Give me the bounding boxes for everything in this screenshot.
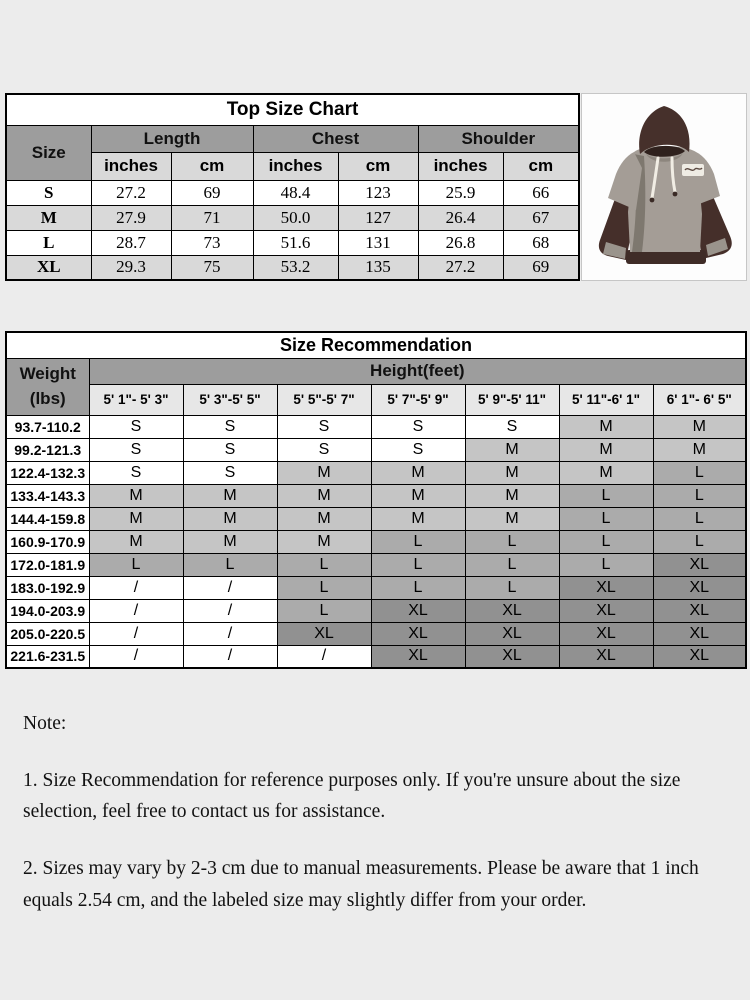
recommended-size-cell: L — [653, 530, 746, 553]
measurement-value: 27.2 — [91, 180, 171, 205]
measurement-value: 29.3 — [91, 255, 171, 280]
measurement-value: 50.0 — [253, 205, 338, 230]
top-chart-row — [6, 230, 579, 255]
measurement-value: 25.9 — [418, 180, 503, 205]
measurement-value: 48.4 — [253, 180, 338, 205]
measure-group-header: Chest — [253, 125, 418, 152]
recommended-size-cell: XL — [371, 599, 465, 622]
recommended-size-cell: M — [559, 438, 653, 461]
rec-table-row — [6, 553, 746, 576]
recommended-size-cell: XL — [559, 622, 653, 645]
measurement-value: 73 — [171, 230, 253, 255]
note-item-2: 2. Sizes may vary by 2-3 cm due to manual measurements. Please be aware that 1 inch equals 2.54 cm, and the labeled size may slightly differ from your order. — [23, 858, 699, 911]
rec-table-row — [6, 576, 746, 599]
unit-header: cm — [171, 152, 253, 180]
recommended-size-cell: M — [277, 530, 371, 553]
measurement-value: 53.2 — [253, 255, 338, 280]
top-chart-body — [6, 180, 579, 280]
recommended-size-cell: S — [277, 438, 371, 461]
recommended-size-cell: M — [183, 507, 277, 530]
recommended-size-cell: / — [89, 599, 183, 622]
unit-header: inches — [418, 152, 503, 180]
recommended-size-cell: S — [371, 438, 465, 461]
recommended-size-cell: L — [653, 484, 746, 507]
recommended-size-cell: L — [465, 530, 559, 553]
recommended-size-cell: S — [465, 415, 559, 438]
weight-range-label: 99.2-121.3 — [6, 438, 89, 461]
rec-header-row — [6, 358, 746, 384]
recommended-size-cell: M — [277, 461, 371, 484]
rec-table-row — [6, 507, 746, 530]
recommended-size-cell: L — [465, 576, 559, 599]
recommended-size-cell: XL — [559, 599, 653, 622]
weight-range-label: 221.6-231.5 — [6, 645, 89, 668]
height-range-header: 5' 5"-5' 7" — [277, 384, 371, 415]
measurement-value: 66 — [503, 180, 579, 205]
note-item-1: 1. Size Recommendation for reference purposes only. If you're unsure about the size selection, feel free to contact us for assistance. — [23, 770, 681, 823]
recommended-size-cell: S — [371, 415, 465, 438]
recommended-size-cell: L — [559, 530, 653, 553]
recommended-size-cell: L — [371, 553, 465, 576]
recommended-size-cell: XL — [277, 622, 371, 645]
weight-range-label: 194.0-203.9 — [6, 599, 89, 622]
size-label: M — [6, 205, 91, 230]
top-chart-unit-row — [6, 152, 579, 180]
measurement-value: 131 — [338, 230, 418, 255]
recommended-size-cell: L — [277, 576, 371, 599]
recommended-size-cell: L — [465, 553, 559, 576]
height-range-header: 5' 11"-6' 1" — [559, 384, 653, 415]
size-recommendation-title: Size Recommendation — [6, 332, 746, 358]
height-range-header: 5' 1"- 5' 3" — [89, 384, 183, 415]
recommended-size-cell: S — [89, 415, 183, 438]
height-range-header: 5' 9"-5' 11" — [465, 384, 559, 415]
measurement-value: 69 — [171, 180, 253, 205]
recommended-size-cell: M — [371, 507, 465, 530]
top-chart-row — [6, 180, 579, 205]
unit-header: cm — [338, 152, 418, 180]
measurement-value: 135 — [338, 255, 418, 280]
recommended-size-cell: L — [277, 553, 371, 576]
recommended-size-cell: / — [183, 645, 277, 668]
measurement-value: 67 — [503, 205, 579, 230]
recommended-size-cell: XL — [653, 645, 746, 668]
recommended-size-cell: M — [559, 415, 653, 438]
rec-table-row — [6, 484, 746, 507]
recommended-size-cell: L — [89, 553, 183, 576]
recommended-size-cell: L — [559, 484, 653, 507]
recommended-size-cell: M — [465, 461, 559, 484]
height-range-header: 6' 1"- 6' 5" — [653, 384, 746, 415]
notes-heading: Note: — [23, 713, 67, 734]
measurement-value: 68 — [503, 230, 579, 255]
recommended-size-cell: M — [89, 530, 183, 553]
recommended-size-cell: XL — [653, 599, 746, 622]
hoodie-hem — [626, 250, 706, 264]
recommended-size-cell: / — [89, 645, 183, 668]
recommended-size-cell: M — [465, 438, 559, 461]
rec-table-body — [6, 415, 746, 668]
recommended-size-cell: S — [183, 461, 277, 484]
recommended-size-cell: S — [89, 438, 183, 461]
rec-table-row — [6, 461, 746, 484]
measurement-value: 26.8 — [418, 230, 503, 255]
top-size-chart-table — [5, 93, 580, 281]
recommended-size-cell: M — [559, 461, 653, 484]
recommended-size-cell: XL — [465, 599, 559, 622]
recommended-size-cell: XL — [371, 645, 465, 668]
recommended-size-cell: S — [89, 461, 183, 484]
unit-header: cm — [503, 152, 579, 180]
rec-table-row — [6, 530, 746, 553]
top-chart-title: Top Size Chart — [6, 94, 579, 125]
measure-group-header: Shoulder — [418, 125, 579, 152]
height-header: Height(feet) — [89, 358, 746, 384]
size-column-header: Size — [6, 125, 91, 180]
recommended-size-cell: / — [89, 622, 183, 645]
recommended-size-cell: XL — [465, 622, 559, 645]
recommended-size-cell: S — [277, 415, 371, 438]
measurement-value: 27.2 — [418, 255, 503, 280]
unit-header: inches — [253, 152, 338, 180]
weight-range-label: 160.9-170.9 — [6, 530, 89, 553]
weight-column-header: Weight (lbs) — [6, 358, 89, 415]
recommended-size-cell: L — [371, 576, 465, 599]
measurement-value: 51.6 — [253, 230, 338, 255]
recommended-size-cell: M — [371, 461, 465, 484]
size-label: S — [6, 180, 91, 205]
weight-range-label: 133.4-143.3 — [6, 484, 89, 507]
recommended-size-cell: M — [277, 507, 371, 530]
measurement-value: 28.7 — [91, 230, 171, 255]
recommended-size-cell: M — [183, 484, 277, 507]
recommended-size-cell: M — [465, 507, 559, 530]
size-recommendation-table — [5, 331, 747, 669]
recommended-size-cell: / — [183, 599, 277, 622]
recommended-size-cell: / — [183, 576, 277, 599]
recommended-size-cell: M — [653, 415, 746, 438]
recommended-size-cell: L — [559, 507, 653, 530]
recommended-size-cell: M — [371, 484, 465, 507]
recommended-size-cell: XL — [653, 622, 746, 645]
measurement-value: 27.9 — [91, 205, 171, 230]
recommended-size-cell: / — [183, 622, 277, 645]
top-chart-row — [6, 255, 579, 280]
measure-group-header: Length — [91, 125, 253, 152]
hoodie-illustration — [582, 94, 746, 280]
recommended-size-cell: M — [465, 484, 559, 507]
weight-range-label: 205.0-220.5 — [6, 622, 89, 645]
weight-range-label: 183.0-192.9 — [6, 576, 89, 599]
recommended-size-cell: L — [559, 553, 653, 576]
recommended-size-cell: L — [277, 599, 371, 622]
measurement-value: 26.4 — [418, 205, 503, 230]
top-chart-group-row — [6, 125, 579, 152]
recommended-size-cell: / — [89, 576, 183, 599]
rec-table-row — [6, 599, 746, 622]
weight-range-label: 172.0-181.9 — [6, 553, 89, 576]
rec-table-row — [6, 622, 746, 645]
recommended-size-cell: M — [653, 438, 746, 461]
recommended-size-cell: L — [653, 461, 746, 484]
unit-header: inches — [91, 152, 171, 180]
rec-table-row — [6, 645, 746, 668]
product-photo — [581, 93, 747, 281]
measurement-value: 69 — [503, 255, 579, 280]
top-chart-row — [6, 205, 579, 230]
recommended-size-cell: L — [183, 553, 277, 576]
recommended-size-cell: M — [183, 530, 277, 553]
recommended-size-cell: S — [183, 415, 277, 438]
size-label: L — [6, 230, 91, 255]
weight-range-label: 93.7-110.2 — [6, 415, 89, 438]
recommended-size-cell: XL — [653, 553, 746, 576]
rec-table-row — [6, 415, 746, 438]
measurement-value: 71 — [171, 205, 253, 230]
height-range-header: 5' 3"-5' 5" — [183, 384, 277, 415]
recommended-size-cell: M — [89, 484, 183, 507]
recommended-size-cell: M — [277, 484, 371, 507]
rec-table-row — [6, 438, 746, 461]
size-label: XL — [6, 255, 91, 280]
recommended-size-cell: L — [653, 507, 746, 530]
recommended-size-cell: S — [183, 438, 277, 461]
weight-range-label: 122.4-132.3 — [6, 461, 89, 484]
recommended-size-cell: XL — [371, 622, 465, 645]
recommended-size-cell: XL — [559, 576, 653, 599]
measurement-value: 127 — [338, 205, 418, 230]
recommended-size-cell: L — [371, 530, 465, 553]
notes-section — [5, 713, 745, 916]
recommended-size-cell: XL — [465, 645, 559, 668]
recommended-size-cell: XL — [559, 645, 653, 668]
height-range-row — [6, 384, 746, 415]
top-size-chart-section — [5, 93, 745, 281]
measurement-value: 123 — [338, 180, 418, 205]
measurement-value: 75 — [171, 255, 253, 280]
recommended-size-cell: XL — [653, 576, 746, 599]
recommended-size-cell: M — [89, 507, 183, 530]
recommended-size-cell: / — [277, 645, 371, 668]
weight-range-label: 144.4-159.8 — [6, 507, 89, 530]
height-range-header: 5' 7"-5' 9" — [371, 384, 465, 415]
